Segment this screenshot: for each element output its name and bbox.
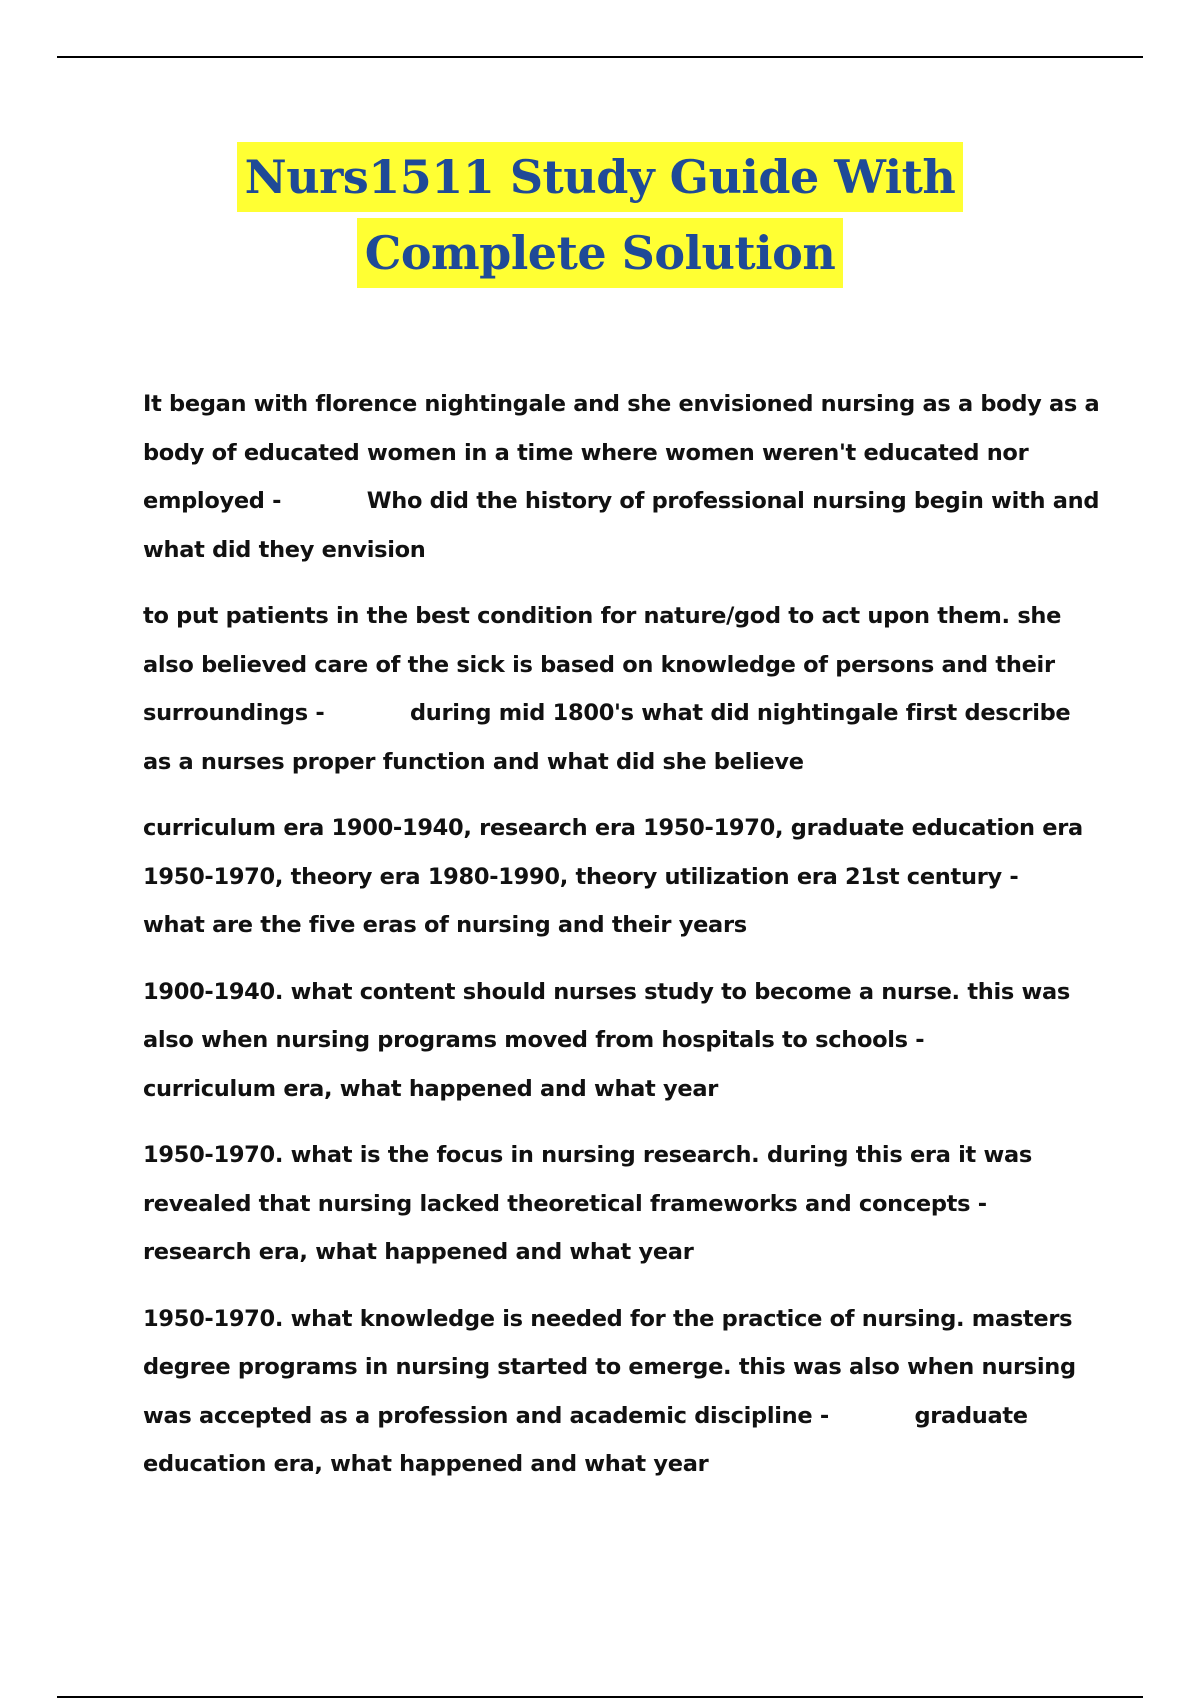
answer-text: curriculum era 1900-1940, research era 1950-1970, graduate education era 1950-1970, theory era 1980-1990, theory utilization era 21st century - — [143, 815, 1083, 890]
top-rule — [57, 56, 1143, 58]
title-line-1: Nurs1511 Study Guide With — [237, 142, 964, 212]
question-text: Who did the history of professional nursing begin with and what did they envision — [143, 488, 1100, 563]
question-text: research era, what happened and what year — [143, 1239, 694, 1265]
question-text: graduate education era, what happened and what year — [143, 1402, 1028, 1477]
title-line-2: Complete Solution — [357, 218, 844, 288]
answer-text: 1950-1970. what is the focus in nursing research. during this era it was revealed that nursing lacked theoretical frameworks and concepts - — [143, 1142, 1032, 1217]
answer-text: 1950-1970. what knowledge is needed for the practice of nursing. masters degree programs in nursing started to emerge. this was also when nursing was accepted as a profession and academic discipline - — [143, 1305, 1076, 1429]
answer-text: to put patients in the best condition for nature/god to act upon them. she also believed care of the sick is based on knowledge of persons and their surroundings - — [143, 603, 1062, 726]
qa-item — [143, 1131, 1103, 1277]
document-title — [0, 142, 1200, 288]
qa-item — [143, 592, 1103, 786]
answer-text: 1900-1940. what content should nurses study to become a nurse. this was also when nursing programs moved from hospitals to schools - — [143, 978, 1070, 1053]
question-text: curriculum era, what happened and what year — [143, 1075, 719, 1102]
question-text: what are the five eras of nursing and their years — [143, 912, 747, 938]
qa-item — [143, 380, 1103, 574]
qa-list — [143, 380, 1103, 1507]
qa-item — [143, 1295, 1103, 1489]
answer-text: It began with florence nightingale and she envisioned nursing as a body as a body of educated women in a time where women weren't educated nor employed - — [143, 391, 1100, 514]
question-text: during mid 1800's what did nightingale first describe as a nurses proper function and what did she believe — [143, 700, 1071, 775]
bottom-rule — [57, 1696, 1143, 1698]
qa-item — [143, 804, 1103, 950]
qa-item — [143, 968, 1103, 1114]
